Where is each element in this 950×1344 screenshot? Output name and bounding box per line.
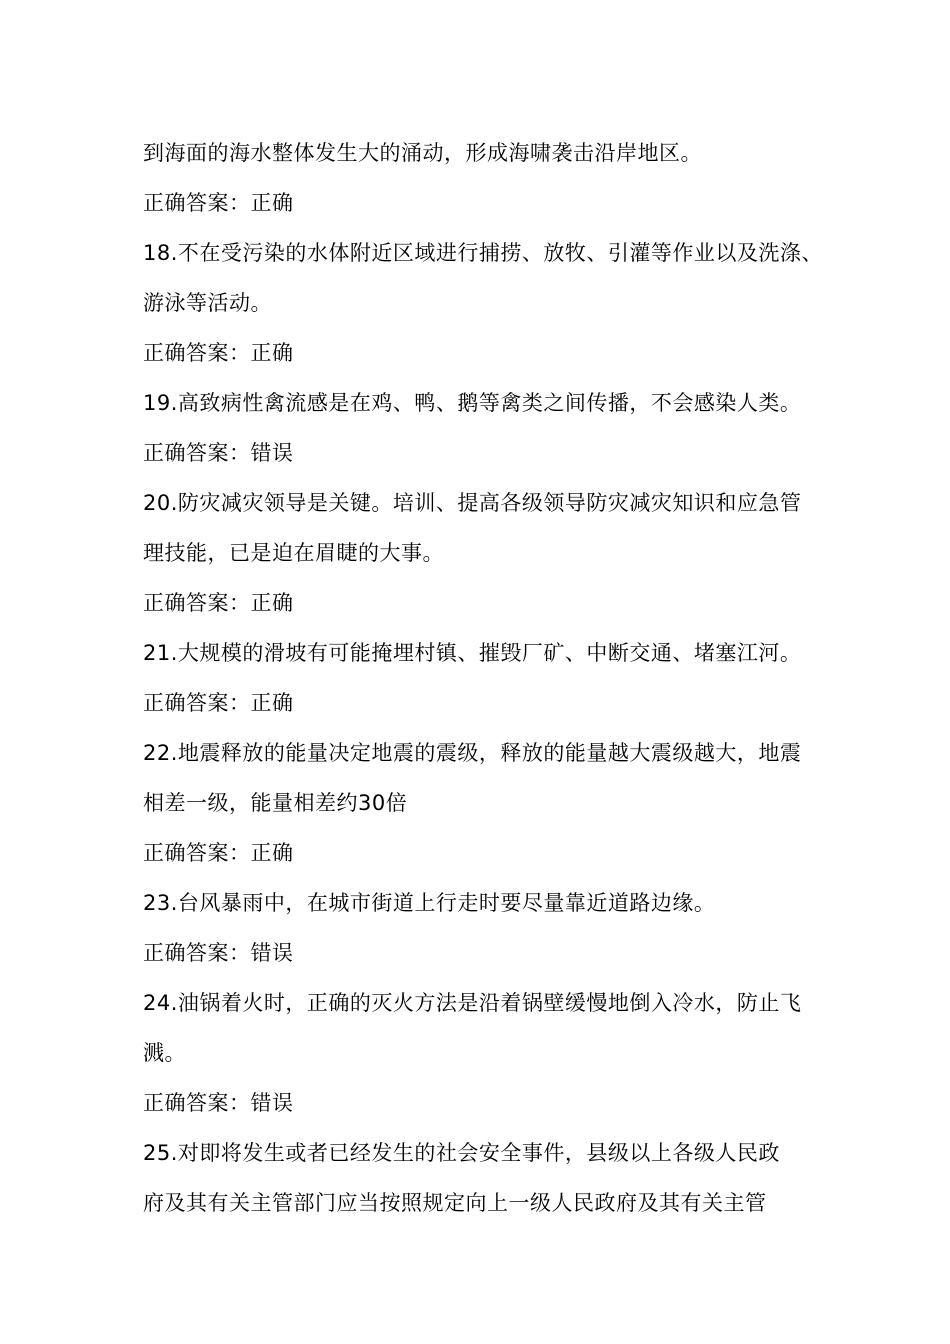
document-body <box>143 128 823 1228</box>
text-line: 到海面的海水整体发生大的涌动，形成海啸袭击沿岸地区。 <box>143 141 702 165</box>
answer-line: 正确答案：正确 <box>143 591 294 615</box>
answer-line: 正确答案：正确 <box>143 341 294 365</box>
answer-line: 正确答案：错误 <box>143 441 294 465</box>
question-25: 25.对即将发生或者已经发生的社会安全事件，县级以上各级人民政 <box>143 1141 780 1165</box>
answer-line: 正确答案：正确 <box>143 841 294 865</box>
question-21: 21.大规模的滑坡有可能掩埋村镇、摧毁厂矿、中断交通、堵塞江河。 <box>143 641 802 665</box>
question-22: 22.地震释放的能量决定地震的震级，释放的能量越大震级越大，地震 <box>143 741 802 765</box>
text-line: 理技能，已是迫在眉睫的大事。 <box>143 541 444 565</box>
question-18: 18.不在受污染的水体附近区域进行捕捞、放牧、引灌等作业以及洗涤、 <box>143 241 823 265</box>
question-20: 20.防灾减灾领导是关键。培训、提高各级领导防灾减灾知识和应急管 <box>143 491 802 515</box>
question-19: 19.高致病性禽流感是在鸡、鸭、鹅等禽类之间传播，不会感染人类。 <box>143 391 802 415</box>
text-line: 相差一级，能量相差约30倍 <box>143 791 408 815</box>
question-23: 23.台风暴雨中，在城市街道上行走时要尽量靠近道路边缘。 <box>143 891 716 915</box>
text-line: 府及其有关主管部门应当按照规定向上一级人民政府及其有关主管 <box>143 1191 767 1215</box>
question-24: 24.油锅着火时，正确的灭火方法是沿着锅壁缓慢地倒入冷水，防止飞 <box>143 991 802 1015</box>
answer-line: 正确答案：正确 <box>143 691 294 715</box>
text-line: 游泳等活动。 <box>143 291 272 315</box>
text-line: 溅。 <box>143 1041 186 1065</box>
answer-line: 正确答案：错误 <box>143 1091 294 1115</box>
answer-line: 正确答案：错误 <box>143 941 294 965</box>
answer-line: 正确答案：正确 <box>143 191 294 215</box>
